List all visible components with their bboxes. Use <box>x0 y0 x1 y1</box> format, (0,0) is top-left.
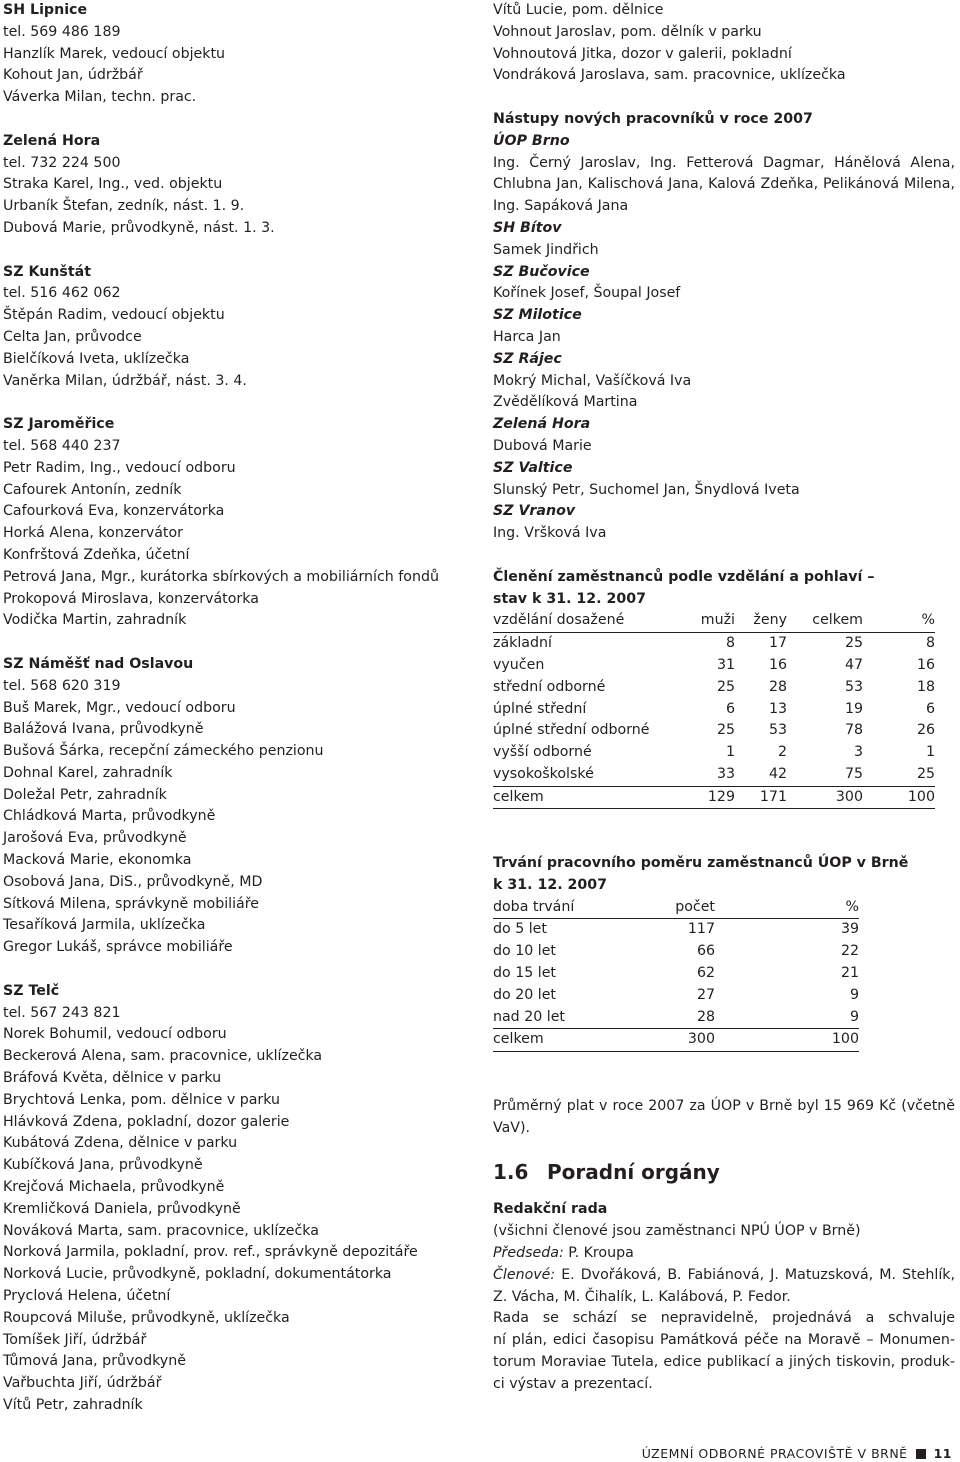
table-cell: 33 <box>716 765 735 782</box>
staff-line: Prokopová Miroslava, konzervátorka <box>3 590 259 607</box>
staff-line: Konfrštová Zdeňka, účetní <box>3 546 190 563</box>
table-cell: vyšší odborné <box>493 744 592 761</box>
staff-line: Vařbuchta Jiří, údržbář <box>3 1375 162 1392</box>
table-cell: 39 <box>840 921 859 938</box>
table-cell: do 10 let <box>493 943 556 960</box>
staff-line: Pryclová Helena, účetní <box>3 1288 171 1305</box>
table-cell: 28 <box>696 1008 715 1025</box>
staff-line: Bielčíková Iveta, uklízečka <box>3 350 190 367</box>
table-cell: úplné střední <box>493 700 587 717</box>
right-column <box>493 0 955 1396</box>
page-footer <box>642 1446 952 1461</box>
group-label: SZ Vranov <box>493 503 576 520</box>
table-row <box>493 941 859 963</box>
table-title: k 31. 12. 2007 <box>493 876 608 893</box>
members-value: E. Dvořáková, B. Fabiánová, J. Matuzsková, M. Stehlík, <box>555 1266 955 1283</box>
staff-line: Cafourek Antonín, zedník <box>3 481 182 498</box>
education-table <box>493 610 935 809</box>
group-label: SZ Rájec <box>493 350 562 367</box>
staff-line: Osobová Jana, DiS., průvodkyně, MD <box>3 873 263 890</box>
table-cell: 1 <box>725 744 735 761</box>
column-header: ženy <box>735 610 787 632</box>
table-cell: 25 <box>716 722 735 739</box>
table-cell: 25 <box>916 765 935 782</box>
table-row <box>493 985 859 1007</box>
section-heading: SZ Telč <box>3 982 60 999</box>
table-cell: 2 <box>777 744 787 761</box>
section-lipnice <box>3 0 461 109</box>
table-cell: do 5 let <box>493 921 547 938</box>
staff-line: Kubíčková Jana, průvodkyně <box>3 1157 203 1174</box>
section-heading: Zelená Hora <box>3 132 101 149</box>
members-line <box>493 1265 955 1287</box>
table-title: Trvání pracovního poměru zaměstnanců ÚOP v Brně <box>493 855 909 872</box>
table-cell: celkem <box>493 786 693 809</box>
staff-line: Cafourková Eva, konzervátorka <box>3 503 225 520</box>
phone-line: tel. 568 620 319 <box>3 677 121 694</box>
table-cell: úplné střední odborné <box>493 722 650 739</box>
staff-line: Norková Lucie, průvodkyně, pokladní, dokumentátorka <box>3 1266 392 1283</box>
names-line: Ing. Vršková Iva <box>493 525 607 542</box>
table-cell: 25 <box>716 678 735 695</box>
section-zelena-hora <box>3 131 461 240</box>
staff-line: Dubová Marie, průvodkyně, nást. 1. 3. <box>3 219 275 236</box>
chair-value: P. Kroupa <box>563 1245 634 1262</box>
table-cell: 25 <box>844 635 863 652</box>
table-cell: 100 <box>863 786 935 809</box>
paragraph-line: (všichni členové jsou zaměstnanci NPÚ ÚOP v Brně) <box>493 1223 861 1240</box>
table-cell: 53 <box>844 678 863 695</box>
left-column <box>3 0 461 1417</box>
staff-line: Urbaník Štefan, zedník, nást. 1. 9. <box>3 198 245 215</box>
table-cell: 1 <box>925 744 935 761</box>
table-cell: nad 20 let <box>493 1008 565 1025</box>
staff-line: Kohout Jan, údržbář <box>3 67 143 84</box>
staff-line: Váverka Milan, techn. prac. <box>3 89 197 106</box>
names-line: Chlubna Jan, Kalischová Jana, Kalová Zdeňka, Pelikánová Milena, <box>493 176 955 193</box>
column-header: % <box>863 610 935 632</box>
staff-line: Tůmová Jana, průvodkyně <box>3 1353 186 1370</box>
section-heading: SZ Jaroměřice <box>3 416 115 433</box>
table-row <box>493 655 935 677</box>
table-cell: 16 <box>768 656 787 673</box>
footer-label: ÚZEMNÍ ODBORNÉ PRACOVIŠTĚ V BRNĚ <box>641 1446 908 1461</box>
staff-line: Balážová Ivana, průvodkyně <box>3 721 204 738</box>
table-cell: 26 <box>916 722 935 739</box>
column-header: vzdělání dosažené <box>493 610 693 632</box>
names-line: Ing. Černý Jaroslav, Ing. Fetterová Dagmar, Hánělová Alena, <box>493 154 955 171</box>
members-label: Členové: <box>493 1266 556 1283</box>
members-line: Z. Vácha, M. Čihalík, L. Kalábová, P. Fedor. <box>493 1288 791 1305</box>
staff-line: Vítů Lucie, pom. dělnice <box>493 2 664 18</box>
names-line: Slunský Petr, Suchomel Jan, Šnydlová Iveta <box>493 481 800 498</box>
column-header: muži <box>693 610 735 632</box>
names-line: Samek Jindřich <box>493 241 599 258</box>
table-cell: 300 <box>787 786 863 809</box>
table-row <box>493 919 859 941</box>
table-row <box>493 633 935 655</box>
staff-line: Vohnout Jaroslav, pom. dělník v parku <box>493 23 762 40</box>
staff-line: Doležal Petr, zahradník <box>3 786 167 803</box>
table-cell: 9 <box>849 986 859 1003</box>
table-cell: 17 <box>768 635 787 652</box>
table-row <box>493 963 859 985</box>
paragraph-line: Průměrný plat v roce 2007 za ÚOP v Brně byl 15 969 Kč (včetně <box>493 1097 955 1114</box>
staff-line: Nováková Marta, sam. pracovnice, uklízečka <box>3 1222 319 1239</box>
paragraph-line: VaV). <box>493 1119 531 1136</box>
staff-line: Petrová Jana, Mgr., kurátorka sbírkových a mobiliárních fondů <box>3 568 439 585</box>
table-cell: 31 <box>716 656 735 673</box>
table-cell: do 15 let <box>493 965 556 982</box>
staff-line: Bráfová Květa, dělnice v parku <box>3 1070 222 1087</box>
salary-paragraph <box>493 1096 955 1140</box>
staff-line: Sítková Milena, správkyně mobiliáře <box>3 895 259 912</box>
duration-table <box>493 897 859 1053</box>
staff-line: Tesaříková Jarmila, uklízečka <box>3 917 206 934</box>
staff-line: Roupcová Miluše, průvodkyně, uklízečka <box>3 1309 290 1326</box>
table-cell: 9 <box>849 1008 859 1025</box>
phone-line: tel. 732 224 500 <box>3 154 121 171</box>
chair-line <box>493 1243 955 1265</box>
table-row <box>493 742 935 764</box>
staff-line: Hanzlík Marek, vedoucí objektu <box>3 45 226 62</box>
table-cell: 129 <box>693 786 735 809</box>
table-title: Členění zaměstnanců podle vzdělání a pohlaví – <box>493 568 875 585</box>
section-heading: SZ Kunštát <box>3 263 91 280</box>
table-cell: 13 <box>768 700 787 717</box>
section-heading: SH Lipnice <box>3 2 88 18</box>
group-label: SZ Valtice <box>493 459 573 476</box>
phone-line: tel. 569 486 189 <box>3 23 121 40</box>
table-row <box>493 764 935 786</box>
table-total-row <box>493 786 935 809</box>
table-row <box>493 677 935 699</box>
staff-line: Hlávková Zdena, pokladní, dozor galerie <box>3 1113 290 1130</box>
paragraph-line: ní plán, edici časopisu Památková péče na Moravě – Monumen- <box>493 1332 955 1349</box>
table-cell: 100 <box>715 1029 859 1052</box>
table-cell: 22 <box>840 943 859 960</box>
table-cell: 300 <box>655 1029 715 1052</box>
table-cell: 62 <box>696 965 715 982</box>
section-kunstat <box>3 262 461 393</box>
column-header: celkem <box>787 610 863 632</box>
names-line: Dubová Marie <box>493 437 592 454</box>
table-cell: 18 <box>916 678 935 695</box>
table-cell: 3 <box>853 744 863 761</box>
staff-line: Buš Marek, Mgr., vedoucí odboru <box>3 699 236 716</box>
table-cell: 66 <box>696 943 715 960</box>
section-number: 1.6 <box>493 1160 529 1185</box>
table-cell: 21 <box>840 965 859 982</box>
section-editorial-board <box>493 1199 955 1395</box>
staff-line: Vítů Petr, zahradník <box>3 1397 143 1413</box>
staff-line: Beckerová Alena, sam. pracovnice, uklízečka <box>3 1048 323 1065</box>
paragraph-line: ci výstav a prezentací. <box>493 1375 653 1392</box>
table-cell: 6 <box>925 700 935 717</box>
table-cell: 53 <box>768 722 787 739</box>
table-cell: 8 <box>925 635 935 652</box>
group-label: Zelená Hora <box>493 416 591 433</box>
staff-line: Celta Jan, průvodce <box>3 328 142 345</box>
table-cell: základní <box>493 635 552 652</box>
table-row <box>493 1007 859 1029</box>
table-cell: 42 <box>768 765 787 782</box>
table-cell: vyučen <box>493 656 545 673</box>
table-cell: 19 <box>844 700 863 717</box>
section-title-text: Poradní orgány <box>547 1160 720 1185</box>
table-cell: do 20 let <box>493 986 556 1003</box>
phone-line: tel. 567 243 821 <box>3 1004 121 1021</box>
names-line: Zvědělíková Martina <box>493 394 638 411</box>
phone-line: tel. 568 440 237 <box>3 437 121 454</box>
table-cell: 8 <box>725 635 735 652</box>
staff-line: Vaněrka Milan, údržbář, nást. 3. 4. <box>3 372 247 389</box>
table-header-row <box>493 610 935 632</box>
paragraph-line: torum Moraviae Tutela, edice publikací a jiných tiskovin, produk- <box>493 1354 955 1371</box>
group-label: SH Bítov <box>493 219 562 236</box>
names-line: Mokrý Michal, Vašíčková Iva <box>493 372 692 389</box>
table-title: stav k 31. 12. 2007 <box>493 590 646 607</box>
phone-line: tel. 516 462 062 <box>3 285 121 302</box>
section-new-hires <box>493 109 955 545</box>
staff-line: Straka Karel, Ing., ved. objektu <box>3 176 223 193</box>
staff-line: Norek Bohumil, vedoucí odboru <box>3 1026 227 1043</box>
section-namest <box>3 654 461 959</box>
table-cell: 27 <box>696 986 715 1003</box>
staff-line: Vodička Martin, zahradník <box>3 612 187 629</box>
names-line: Harca Jan <box>493 328 561 345</box>
subsection-heading: Redakční rada <box>493 1201 608 1218</box>
page-number: 11 <box>933 1446 952 1461</box>
paragraph-line: Rada se schází se nepravidelně, projednává a schvaluje <box>493 1310 955 1327</box>
table-cell: 6 <box>725 700 735 717</box>
table-row <box>493 720 935 742</box>
table-header-row <box>493 897 859 919</box>
telc-continued <box>493 0 955 87</box>
section-jaromerice <box>3 414 461 632</box>
group-label: SZ Bučovice <box>493 263 590 280</box>
staff-line: Dohnal Karel, zahradník <box>3 764 173 781</box>
column-header: % <box>715 897 859 919</box>
section-title <box>493 1157 955 1187</box>
table-cell: střední odborné <box>493 678 606 695</box>
square-icon <box>916 1449 926 1459</box>
staff-line: Vohnoutová Jitka, dozor v galerii, pokladní <box>493 45 792 62</box>
section-telc <box>3 981 461 1417</box>
staff-line: Petr Radim, Ing., vedoucí odboru <box>3 459 236 476</box>
table-cell: celkem <box>493 1029 655 1052</box>
staff-line: Brychtová Lenka, pom. dělnice v parku <box>3 1091 281 1108</box>
staff-line: Gregor Lukáš, správce mobiliáře <box>3 939 233 956</box>
table-cell: 47 <box>844 656 863 673</box>
staff-line: Bušová Šárka, recepční zámeckého penzionu <box>3 743 324 760</box>
chair-label: Předseda: <box>493 1245 564 1262</box>
table-cell: 16 <box>916 656 935 673</box>
group-label: ÚOP Brno <box>493 132 570 149</box>
table-cell: vysokoškolské <box>493 765 594 782</box>
staff-line: Kubátová Zdena, dělnice v parku <box>3 1135 238 1152</box>
staff-line: Štěpán Radim, vedoucí objektu <box>3 307 225 324</box>
group-label: SZ Milotice <box>493 307 582 324</box>
table-total-row <box>493 1029 859 1052</box>
staff-line: Krejčová Michaela, průvodkyně <box>3 1179 225 1196</box>
column-header: doba trvání <box>493 897 655 919</box>
staff-line: Vondráková Jaroslava, sam. pracovnice, uklízečka <box>493 67 846 84</box>
names-line: Ing. Sapáková Jana <box>493 198 629 215</box>
section-heading: Nástupy nových pracovníků v roce 2007 <box>493 110 813 127</box>
column-header: počet <box>655 897 715 919</box>
staff-line: Kremličková Daniela, průvodkyně <box>3 1200 241 1217</box>
staff-line: Jarošová Eva, průvodkyně <box>3 830 187 847</box>
table-row <box>493 699 935 721</box>
section-education <box>493 567 955 810</box>
table-cell: 28 <box>768 678 787 695</box>
staff-line: Chládková Marta, průvodkyně <box>3 808 216 825</box>
table-cell: 117 <box>687 921 715 938</box>
table-cell: 171 <box>735 786 787 809</box>
table-cell: 78 <box>844 722 863 739</box>
staff-line: Macková Marie, ekonomka <box>3 852 192 869</box>
section-duration <box>493 853 955 1052</box>
names-line: Kořínek Josef, Šoupal Josef <box>493 285 681 302</box>
staff-line: Norková Jarmila, pokladní, prov. ref., správkyně depozitáře <box>3 1244 418 1261</box>
staff-line: Horká Alena, konzervátor <box>3 525 183 542</box>
table-cell: 75 <box>844 765 863 782</box>
staff-line: Tomíšek Jiří, údržbář <box>3 1331 147 1348</box>
section-heading: SZ Náměšť nad Oslavou <box>3 655 194 672</box>
